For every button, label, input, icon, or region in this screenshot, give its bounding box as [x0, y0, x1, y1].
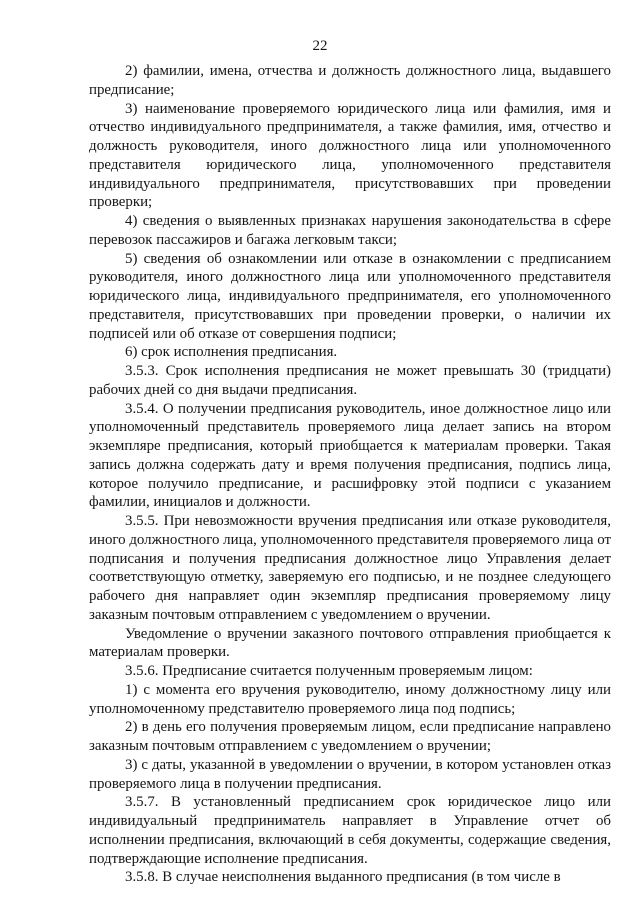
paragraph-item-5: 5) сведения об ознакомлении или отказе в ознакомлении с предписанием руководителя, иного должностного лица или уполномоченного представителя юридического лица, индивидуального предпринимателя, его уполномоченного представителя, присутствовавших при проведении проверки, о наличии их подписей или об отказе от совершения подписи;	[89, 250, 611, 342]
paragraph-3-5-6-item-3: 3) с даты, указанной в уведомлении о вручении, в котором установлен отказ проверяемого лица в получении предписания.	[89, 756, 611, 792]
paragraph-3-5-6: 3.5.6. Предписание считается полученным проверяемым лицом:	[125, 663, 533, 679]
paragraph-3-5-3: 3.5.3. Срок исполнения предписания не может превышать 30 (тридцати) рабочих дней со дня выдачи предписания.	[89, 363, 611, 398]
paragraph-item-3: 3) наименование проверяемого юридического лица или фамилия, имя и отчество индивидуального предпринимателя, а также фамилия, имя, отчество и должность руководителя, иного должностного лица или уполномоченного представителя юридического лица, уполномоченного представителя индивидуального предпринимателя, присутствовавших при проведении проверки;	[89, 100, 611, 211]
paragraph-3-5-6-item-1: 1) с момента его вручения руководителю, иному должностному лицу или уполномоченному представителю проверяемого лица под подпись;	[89, 681, 611, 717]
paragraph-3-5-7: 3.5.7. В установленный предписанием срок юридическое лицо или индивидуальный предприниматель направляет в Управление отчет об исполнении предписания, включающий в себя документы, содержащие сведения, подтверждающие исполнение предписания.	[89, 794, 611, 867]
page-number: 22	[312, 38, 328, 54]
paragraph-item-4: 4) сведения о выявленных признаках нарушения законодательства в сфере перевозок пассажиров и багажа легковым такси;	[89, 213, 611, 248]
paragraph-item-2: 2) фамилии, имена, отчества и должность должностного лица, выдавшего предписание;	[89, 63, 611, 98]
paragraph-3-5-5: 3.5.5. При невозможности вручения предписания или отказе руководителя, иного должностного лица, уполномоченного представителя проверяемого лица от подписания и получения предписания должностное лицо Управления делает соответствующую отметку, заверяемую его подписью, и не позднее следующего рабочего дня направляет один экземпляр предписания проверяемому лицу заказным почтовым отправлением с уведомлением о вручении.	[89, 513, 611, 623]
document-body	[89, 62, 611, 887]
paragraph-item-6: 6) срок исполнения предписания.	[125, 344, 338, 361]
paragraph-3-5-4: 3.5.4. О получении предписания руководитель, иное должностное лицо или уполномоченный представитель проверяемого лица делает запись на втором экземпляре предписания, который приобщается к материалам проверки. Такая запись должна содержать дату и время получения предписания, подпись лица, которое получило предписание, и расшифровку этой подписи с указанием фамилии, инициалов и должности.	[89, 400, 611, 511]
paragraph-3-5-6-item-2: 2) в день его получения проверяемым лицом, если предписание направлено заказным почтовым отправлением с уведомлением о вручении;	[89, 719, 611, 754]
paragraph-delivery-notice: Уведомление о вручении заказного почтового отправления приобщается к материалам проверки.	[89, 625, 611, 661]
paragraph-3-5-8: 3.5.8. В случае неисполнения выданного предписания (в том числе в	[125, 869, 561, 886]
